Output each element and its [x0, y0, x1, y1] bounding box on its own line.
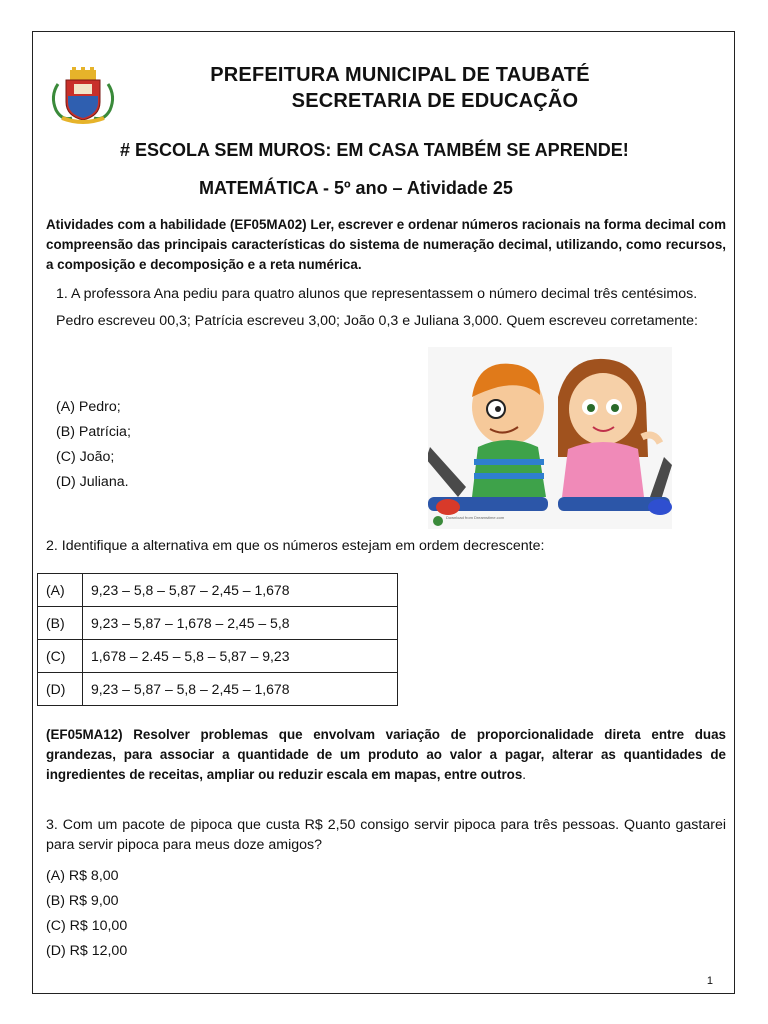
- skill-2-bold: (EF05MA12) Resolver problemas que envolvam variação de proporcionalidade direta entre duas grandezas, para associar a quantidade de um produto ao valor a pagar, alterar as quantidades de ingredientes de receitas, ampliar ou reduzir escala em mapas, entre outros: [46, 727, 726, 782]
- question-1-option-d: (D) Juliana.: [56, 474, 129, 490]
- question-1-option-c: (C) João;: [56, 449, 115, 465]
- image-watermark: Download from Dreamstime.com: [446, 515, 505, 520]
- option-value: 9,23 – 5,8 – 5,87 – 2,45 – 1,678: [83, 574, 398, 607]
- question-1-option-a: (A) Pedro;: [56, 399, 121, 415]
- option-label: (D): [38, 673, 83, 706]
- table-row: [38, 574, 398, 607]
- skill-2-tail: .: [522, 767, 527, 782]
- option-label: (A): [38, 574, 83, 607]
- question-1-text: 1. A professora Ana pediu para quatro alunos que representassem o número decimal três centésimos. Pedro escreveu 00,3; Patrícia escreveu 3,00; João 0,3 e Juliana 3,000. Quem escreveu corretamente:: [56, 286, 698, 329]
- table-row: [38, 640, 398, 673]
- question-2-text: 2. Identifique a alternativa em que os números estejam em ordem decrescente:: [46, 538, 545, 554]
- page-number: 1: [706, 975, 713, 987]
- option-label: (B): [38, 607, 83, 640]
- skill-description-2: [46, 725, 726, 785]
- option-value: 9,23 – 5,87 – 1,678 – 2,45 – 5,8: [83, 607, 398, 640]
- header-line-2: SECRETARIA DE EDUCAÇÃO: [291, 90, 579, 112]
- skill-description-1: Atividades com a habilidade (EF05MA02) Ler, escrever e ordenar números racionais na forma decimal com compreensão das principais características do sistema de numeração decimal, utilizando, como recursos, a composição e decomposição e a reta numérica.: [46, 217, 726, 272]
- option-value: 1,678 – 2.45 – 5,8 – 5,87 – 9,23: [83, 640, 398, 673]
- campaign-title: # ESCOLA SEM MUROS: EM CASA TAMBÉM SE APRENDE!: [120, 140, 629, 160]
- option-label: (C): [38, 640, 83, 673]
- question-3-option-c: (C) R$ 10,00: [46, 918, 128, 934]
- question-3-option-d: (D) R$ 12,00: [46, 943, 128, 959]
- municipal-seal-icon: [48, 66, 118, 128]
- table-row: [38, 673, 398, 706]
- table-row: [38, 607, 398, 640]
- question-3-option-b: (B) R$ 9,00: [46, 893, 119, 909]
- question-2-options-table: [37, 573, 398, 706]
- question-3-option-a: (A) R$ 8,00: [46, 868, 119, 884]
- option-value: 9,23 – 5,87 – 5,8 – 2,45 – 1,678: [83, 673, 398, 706]
- question-1-option-b: (B) Patrícia;: [56, 424, 131, 440]
- subject-title: MATEMÁTICA - 5º ano – Atividade 25: [199, 178, 513, 198]
- question-3-text: 3. Com um pacote de pipoca que custa R$ 2,50 consigo servir pipoca para três pessoas. Quanto gastarei para servir pipoca para meus doze amigos?: [46, 817, 726, 853]
- header-line-1: PREFEITURA MUNICIPAL DE TAUBATÉ: [210, 64, 590, 86]
- kids-with-laptops-illustration: [428, 347, 672, 529]
